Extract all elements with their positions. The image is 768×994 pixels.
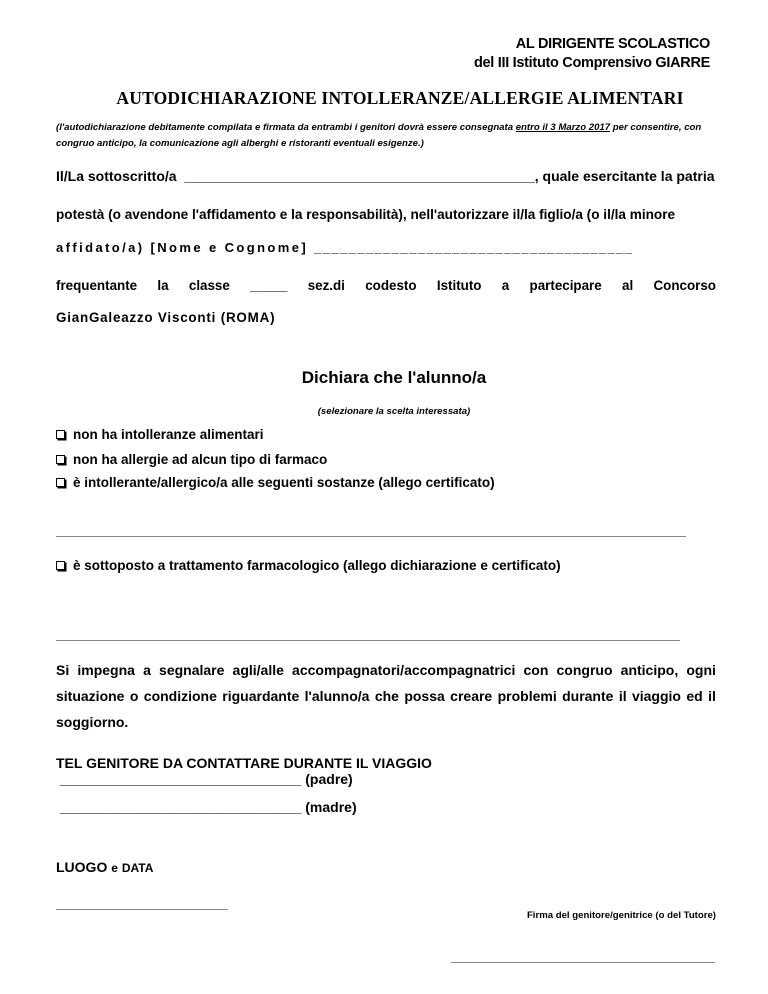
mother-phone-blank[interactable]: _______________________________: [60, 799, 302, 815]
word: o: [129, 688, 139, 704]
father-label: (padre): [305, 771, 353, 787]
word: codesto: [365, 278, 417, 293]
word: situazione: [56, 688, 125, 704]
signature-label: Firma del genitore/genitrice (o del Tutore): [526, 910, 716, 921]
word[interactable]: _____: [250, 278, 288, 293]
checkbox-icon[interactable]: [56, 455, 65, 464]
authority-line: potestà (o avendone l'affidamento e la responsabilità), nell'autorizzare il/la figlio/a (o il/la minore: [56, 207, 676, 222]
child-name-blank[interactable]: _____________________________________: [314, 240, 634, 255]
signature-write-line[interactable]: [451, 962, 715, 963]
word: l'alunno/a: [304, 688, 370, 704]
declarant-name-blank[interactable]: _____________________________________________: [184, 168, 535, 184]
checkbox-icon[interactable]: [56, 561, 65, 570]
option-label: non ha intolleranze alimentari: [73, 427, 264, 442]
selection-hint: (selezionare la scelta interessata): [317, 406, 471, 417]
word: Istituto: [436, 278, 482, 293]
word: riguardante: [222, 688, 300, 704]
option-pharmacological-treatment[interactable]: [56, 558, 561, 573]
substances-write-line[interactable]: [56, 536, 686, 537]
treatment-write-line[interactable]: [56, 640, 680, 641]
declaration-heading: Dichiara che l'alunno/a: [301, 368, 487, 387]
word: al: [622, 278, 634, 293]
word: il: [618, 688, 627, 704]
word: con: [523, 662, 549, 678]
class-line: [56, 278, 716, 293]
mother-label: (madre): [305, 799, 357, 815]
commitment-line-2: [56, 688, 716, 704]
word: ogni: [686, 662, 716, 678]
word: anticipo,: [620, 662, 679, 678]
word: Concorso: [653, 278, 716, 293]
recipient-line-2: del III Istituto Comprensivo GIARRE: [473, 55, 710, 71]
word: impegna: [77, 662, 135, 678]
father-phone-blank[interactable]: _______________________________: [60, 771, 302, 787]
commitment-line-3: soggiorno.: [56, 714, 129, 730]
word: il: [708, 688, 716, 704]
place-date-write-line[interactable]: [56, 909, 228, 910]
declarant-label: Il/La sottoscritto/a: [56, 168, 177, 184]
word: viaggio: [631, 688, 681, 704]
checkbox-icon[interactable]: [56, 478, 65, 487]
note-text-2: per consentire, con congruo anticipo, la comunicazione agli alberghi e ristoranti eventuali esigenze.): [56, 122, 702, 149]
word: congruo: [556, 662, 613, 678]
option-label: è intollerante/allergico/a alle seguenti sostanze (allego certificato): [73, 475, 495, 490]
word: che: [374, 688, 399, 704]
submission-note: [56, 120, 706, 152]
option-intolerant-allergic[interactable]: [56, 475, 495, 490]
word: a: [501, 278, 510, 293]
child-name-label: affidato/a) [Nome e Cognome]: [56, 240, 309, 255]
declarant-line: [56, 168, 715, 184]
word: classe: [188, 278, 230, 293]
declarant-role-text: , quale esercitante la patria: [534, 168, 715, 184]
word: condizione: [143, 688, 217, 704]
word: problemi: [497, 688, 557, 704]
word: ed: [686, 688, 703, 704]
word: segnalare: [159, 662, 225, 678]
option-label: è sottoposto a trattamento farmacologico (allego dichiarazione e certificato): [73, 558, 561, 573]
place-date-conjunction: e: [111, 861, 118, 875]
commitment-line-1: [56, 662, 716, 678]
word: la: [157, 278, 169, 293]
option-no-drug-allergy[interactable]: [56, 452, 327, 467]
mother-phone-line: [60, 799, 357, 815]
word: agli/alle: [232, 662, 284, 678]
note-text-1: (l'autodichiarazione debitamente compilata e firmata da entrambi i genitori dovrà essere consegnata: [56, 122, 516, 133]
father-phone-line: [60, 771, 353, 787]
place-label: LUOGO: [56, 859, 108, 875]
child-name-line: [56, 240, 633, 255]
word: a: [143, 662, 151, 678]
checkbox-icon[interactable]: [56, 430, 65, 439]
word: durante: [562, 688, 614, 704]
contact-heading: TEL GENITORE DA CONTATTARE DURANTE IL VIAGGIO: [56, 755, 432, 771]
word: partecipare: [529, 278, 602, 293]
word: possa: [404, 688, 445, 704]
word: Si: [56, 662, 70, 678]
word: frequentante: [56, 278, 138, 293]
contest-line: GianGaleazzo Visconti (ROMA): [56, 310, 276, 325]
recipient-line-1: AL DIRIGENTE SCOLASTICO: [515, 36, 710, 52]
option-label: non ha allergie ad alcun tipo di farmaco: [73, 452, 328, 467]
place-date-label: [56, 859, 153, 875]
date-label: DATA: [121, 861, 154, 875]
note-deadline: entro il 3 Marzo 2017: [515, 122, 611, 133]
word: creare: [450, 688, 493, 704]
option-no-food-intolerance[interactable]: [56, 427, 264, 442]
document-title: AUTODICHIARAZIONE INTOLLERANZE/ALLERGIE ALIMENTARI: [116, 88, 684, 108]
word: sez.di: [307, 278, 345, 293]
word: accompagnatori/accompagnatrici: [292, 662, 516, 678]
